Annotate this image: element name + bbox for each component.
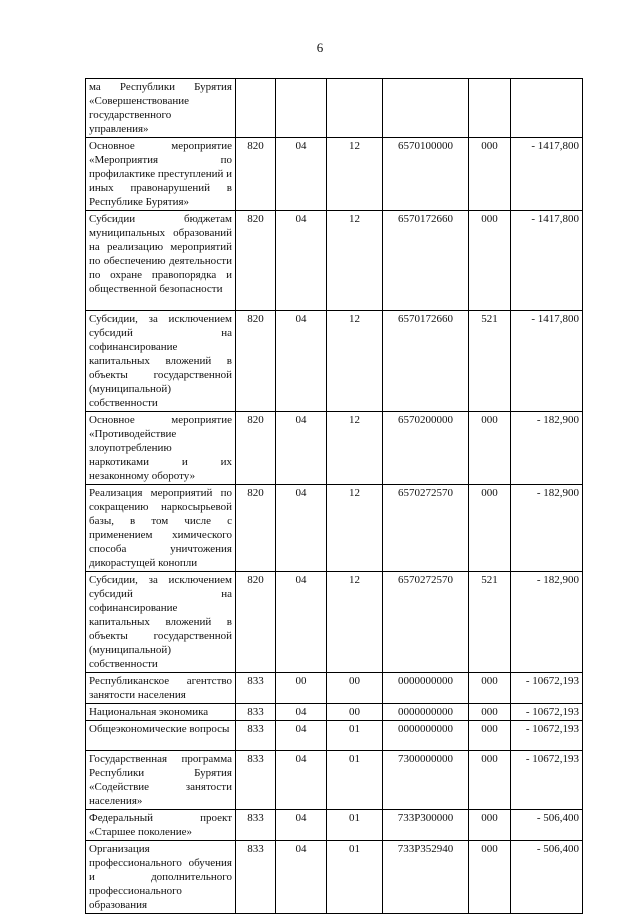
row-subsection-cell: 12 bbox=[327, 485, 383, 572]
row-subsection-cell: 01 bbox=[327, 841, 383, 914]
row-subsection-cell: 00 bbox=[327, 673, 383, 704]
row-name-cell: Республиканское агентство занятости населения bbox=[86, 673, 236, 704]
row-target-article-cell: 733P300000 bbox=[383, 810, 469, 841]
row-amount-cell: - 182,900 bbox=[511, 485, 583, 572]
row-expense-type-cell: 000 bbox=[469, 673, 511, 704]
table-row bbox=[86, 311, 583, 412]
row-amount-cell: - 1417,800 bbox=[511, 311, 583, 412]
row-name-cell: ма Республики Бурятия «Совершенствование государственного управления» bbox=[86, 79, 236, 138]
row-amount-cell: - 506,400 bbox=[511, 810, 583, 841]
row-target-article-cell: 733P352940 bbox=[383, 841, 469, 914]
row-expense-type-cell: 521 bbox=[469, 572, 511, 673]
row-admin-cell: 833 bbox=[236, 673, 276, 704]
row-target-article-cell: 6570172660 bbox=[383, 311, 469, 412]
row-expense-type-cell: 000 bbox=[469, 721, 511, 751]
row-name-cell: Основное мероприятие «Мероприятия по профилактике преступлений и иных правонарушений в Республике Бурятия» bbox=[86, 138, 236, 211]
table-row bbox=[86, 138, 583, 211]
table-row bbox=[86, 673, 583, 704]
row-amount-cell: - 1417,800 bbox=[511, 211, 583, 311]
row-subsection-cell: 12 bbox=[327, 138, 383, 211]
row-admin-cell: 833 bbox=[236, 841, 276, 914]
table-row bbox=[86, 721, 583, 751]
row-admin-cell: 820 bbox=[236, 138, 276, 211]
row-admin-cell: 820 bbox=[236, 485, 276, 572]
row-admin-cell: 833 bbox=[236, 704, 276, 721]
row-section-cell: 04 bbox=[276, 841, 327, 914]
row-expense-type-cell: 000 bbox=[469, 412, 511, 485]
row-admin-cell: 833 bbox=[236, 810, 276, 841]
table-row bbox=[86, 704, 583, 721]
row-section-cell: 04 bbox=[276, 138, 327, 211]
row-target-article-cell: 6570100000 bbox=[383, 138, 469, 211]
row-subsection-cell: 01 bbox=[327, 810, 383, 841]
row-expense-type-cell: 521 bbox=[469, 311, 511, 412]
row-section-cell: 04 bbox=[276, 704, 327, 721]
row-amount-cell: - 1417,800 bbox=[511, 138, 583, 211]
row-admin-cell: 820 bbox=[236, 412, 276, 485]
row-target-article-cell: 0000000000 bbox=[383, 673, 469, 704]
row-subsection-cell: 01 bbox=[327, 751, 383, 810]
row-target-article-cell: 0000000000 bbox=[383, 704, 469, 721]
row-name-cell: Организация профессионального обучения и дополнительного профессионального образования bbox=[86, 841, 236, 914]
row-amount-cell: - 10672,193 bbox=[511, 751, 583, 810]
page-number: 6 bbox=[316, 40, 324, 55]
table-row bbox=[86, 79, 583, 138]
row-admin-cell: 833 bbox=[236, 721, 276, 751]
row-section-cell: 00 bbox=[276, 673, 327, 704]
table-row bbox=[86, 412, 583, 485]
row-target-article-cell: 6570172660 bbox=[383, 211, 469, 311]
row-expense-type-cell: 000 bbox=[469, 841, 511, 914]
table-row bbox=[86, 572, 583, 673]
row-name-cell: Субсидии бюджетам муниципальных образований на реализацию мероприятий по обеспечению деятельности по охране правопорядка и общественной безопасности bbox=[86, 211, 236, 311]
row-target-article-cell: 6570272570 bbox=[383, 485, 469, 572]
row-expense-type-cell: 000 bbox=[469, 704, 511, 721]
row-section-cell: 04 bbox=[276, 485, 327, 572]
row-admin-cell: 820 bbox=[236, 211, 276, 311]
row-amount-cell: - 506,400 bbox=[511, 841, 583, 914]
row-target-article-cell bbox=[383, 79, 469, 138]
row-admin-cell: 820 bbox=[236, 311, 276, 412]
row-section-cell: 04 bbox=[276, 412, 327, 485]
row-section-cell bbox=[276, 79, 327, 138]
table-row bbox=[86, 485, 583, 572]
row-name-cell: Основное мероприятие «Противодействие злоупотреблению наркотиками и их незаконному обороту» bbox=[86, 412, 236, 485]
row-subsection-cell: 12 bbox=[327, 412, 383, 485]
row-subsection-cell bbox=[327, 79, 383, 138]
row-expense-type-cell: 000 bbox=[469, 751, 511, 810]
row-admin-cell bbox=[236, 79, 276, 138]
row-amount-cell: - 182,900 bbox=[511, 412, 583, 485]
row-expense-type-cell: 000 bbox=[469, 485, 511, 572]
row-name-cell: Общеэкономические вопросы bbox=[86, 721, 236, 751]
row-subsection-cell: 12 bbox=[327, 211, 383, 311]
table-row bbox=[86, 810, 583, 841]
row-amount-cell bbox=[511, 79, 583, 138]
row-expense-type-cell bbox=[469, 79, 511, 138]
row-target-article-cell: 0000000000 bbox=[383, 721, 469, 751]
table-row bbox=[86, 211, 583, 311]
row-name-cell: Государственная программа Республики Бурятия «Содействие занятости населения» bbox=[86, 751, 236, 810]
row-name-cell: Субсидии, за исключением субсидий на софинансирование капитальных вложений в объекты государственной (муниципальной) собственности bbox=[86, 572, 236, 673]
row-admin-cell: 833 bbox=[236, 751, 276, 810]
row-amount-cell: - 10672,193 bbox=[511, 721, 583, 751]
row-subsection-cell: 12 bbox=[327, 572, 383, 673]
row-section-cell: 04 bbox=[276, 810, 327, 841]
row-subsection-cell: 12 bbox=[327, 311, 383, 412]
row-section-cell: 04 bbox=[276, 572, 327, 673]
row-name-cell: Федеральный проект «Старшее поколение» bbox=[86, 810, 236, 841]
row-target-article-cell: 6570200000 bbox=[383, 412, 469, 485]
budget-table bbox=[85, 78, 583, 914]
row-name-cell: Субсидии, за исключением субсидий на софинансирование капитальных вложений в объекты государственной (муниципальной) собственности bbox=[86, 311, 236, 412]
row-amount-cell: - 182,900 bbox=[511, 572, 583, 673]
row-section-cell: 04 bbox=[276, 751, 327, 810]
table-row bbox=[86, 751, 583, 810]
row-expense-type-cell: 000 bbox=[469, 810, 511, 841]
row-target-article-cell: 6570272570 bbox=[383, 572, 469, 673]
row-admin-cell: 820 bbox=[236, 572, 276, 673]
row-name-cell: Реализация мероприятий по сокращению наркосырьевой базы, в том числе с применением химического способа уничтожения дикорастущей конопли bbox=[86, 485, 236, 572]
table-row bbox=[86, 841, 583, 914]
row-amount-cell: - 10672,193 bbox=[511, 673, 583, 704]
row-section-cell: 04 bbox=[276, 721, 327, 751]
row-subsection-cell: 00 bbox=[327, 704, 383, 721]
row-expense-type-cell: 000 bbox=[469, 211, 511, 311]
row-target-article-cell: 7300000000 bbox=[383, 751, 469, 810]
row-section-cell: 04 bbox=[276, 311, 327, 412]
row-name-cell: Национальная экономика bbox=[86, 704, 236, 721]
row-subsection-cell: 01 bbox=[327, 721, 383, 751]
row-section-cell: 04 bbox=[276, 211, 327, 311]
row-amount-cell: - 10672,193 bbox=[511, 704, 583, 721]
row-expense-type-cell: 000 bbox=[469, 138, 511, 211]
